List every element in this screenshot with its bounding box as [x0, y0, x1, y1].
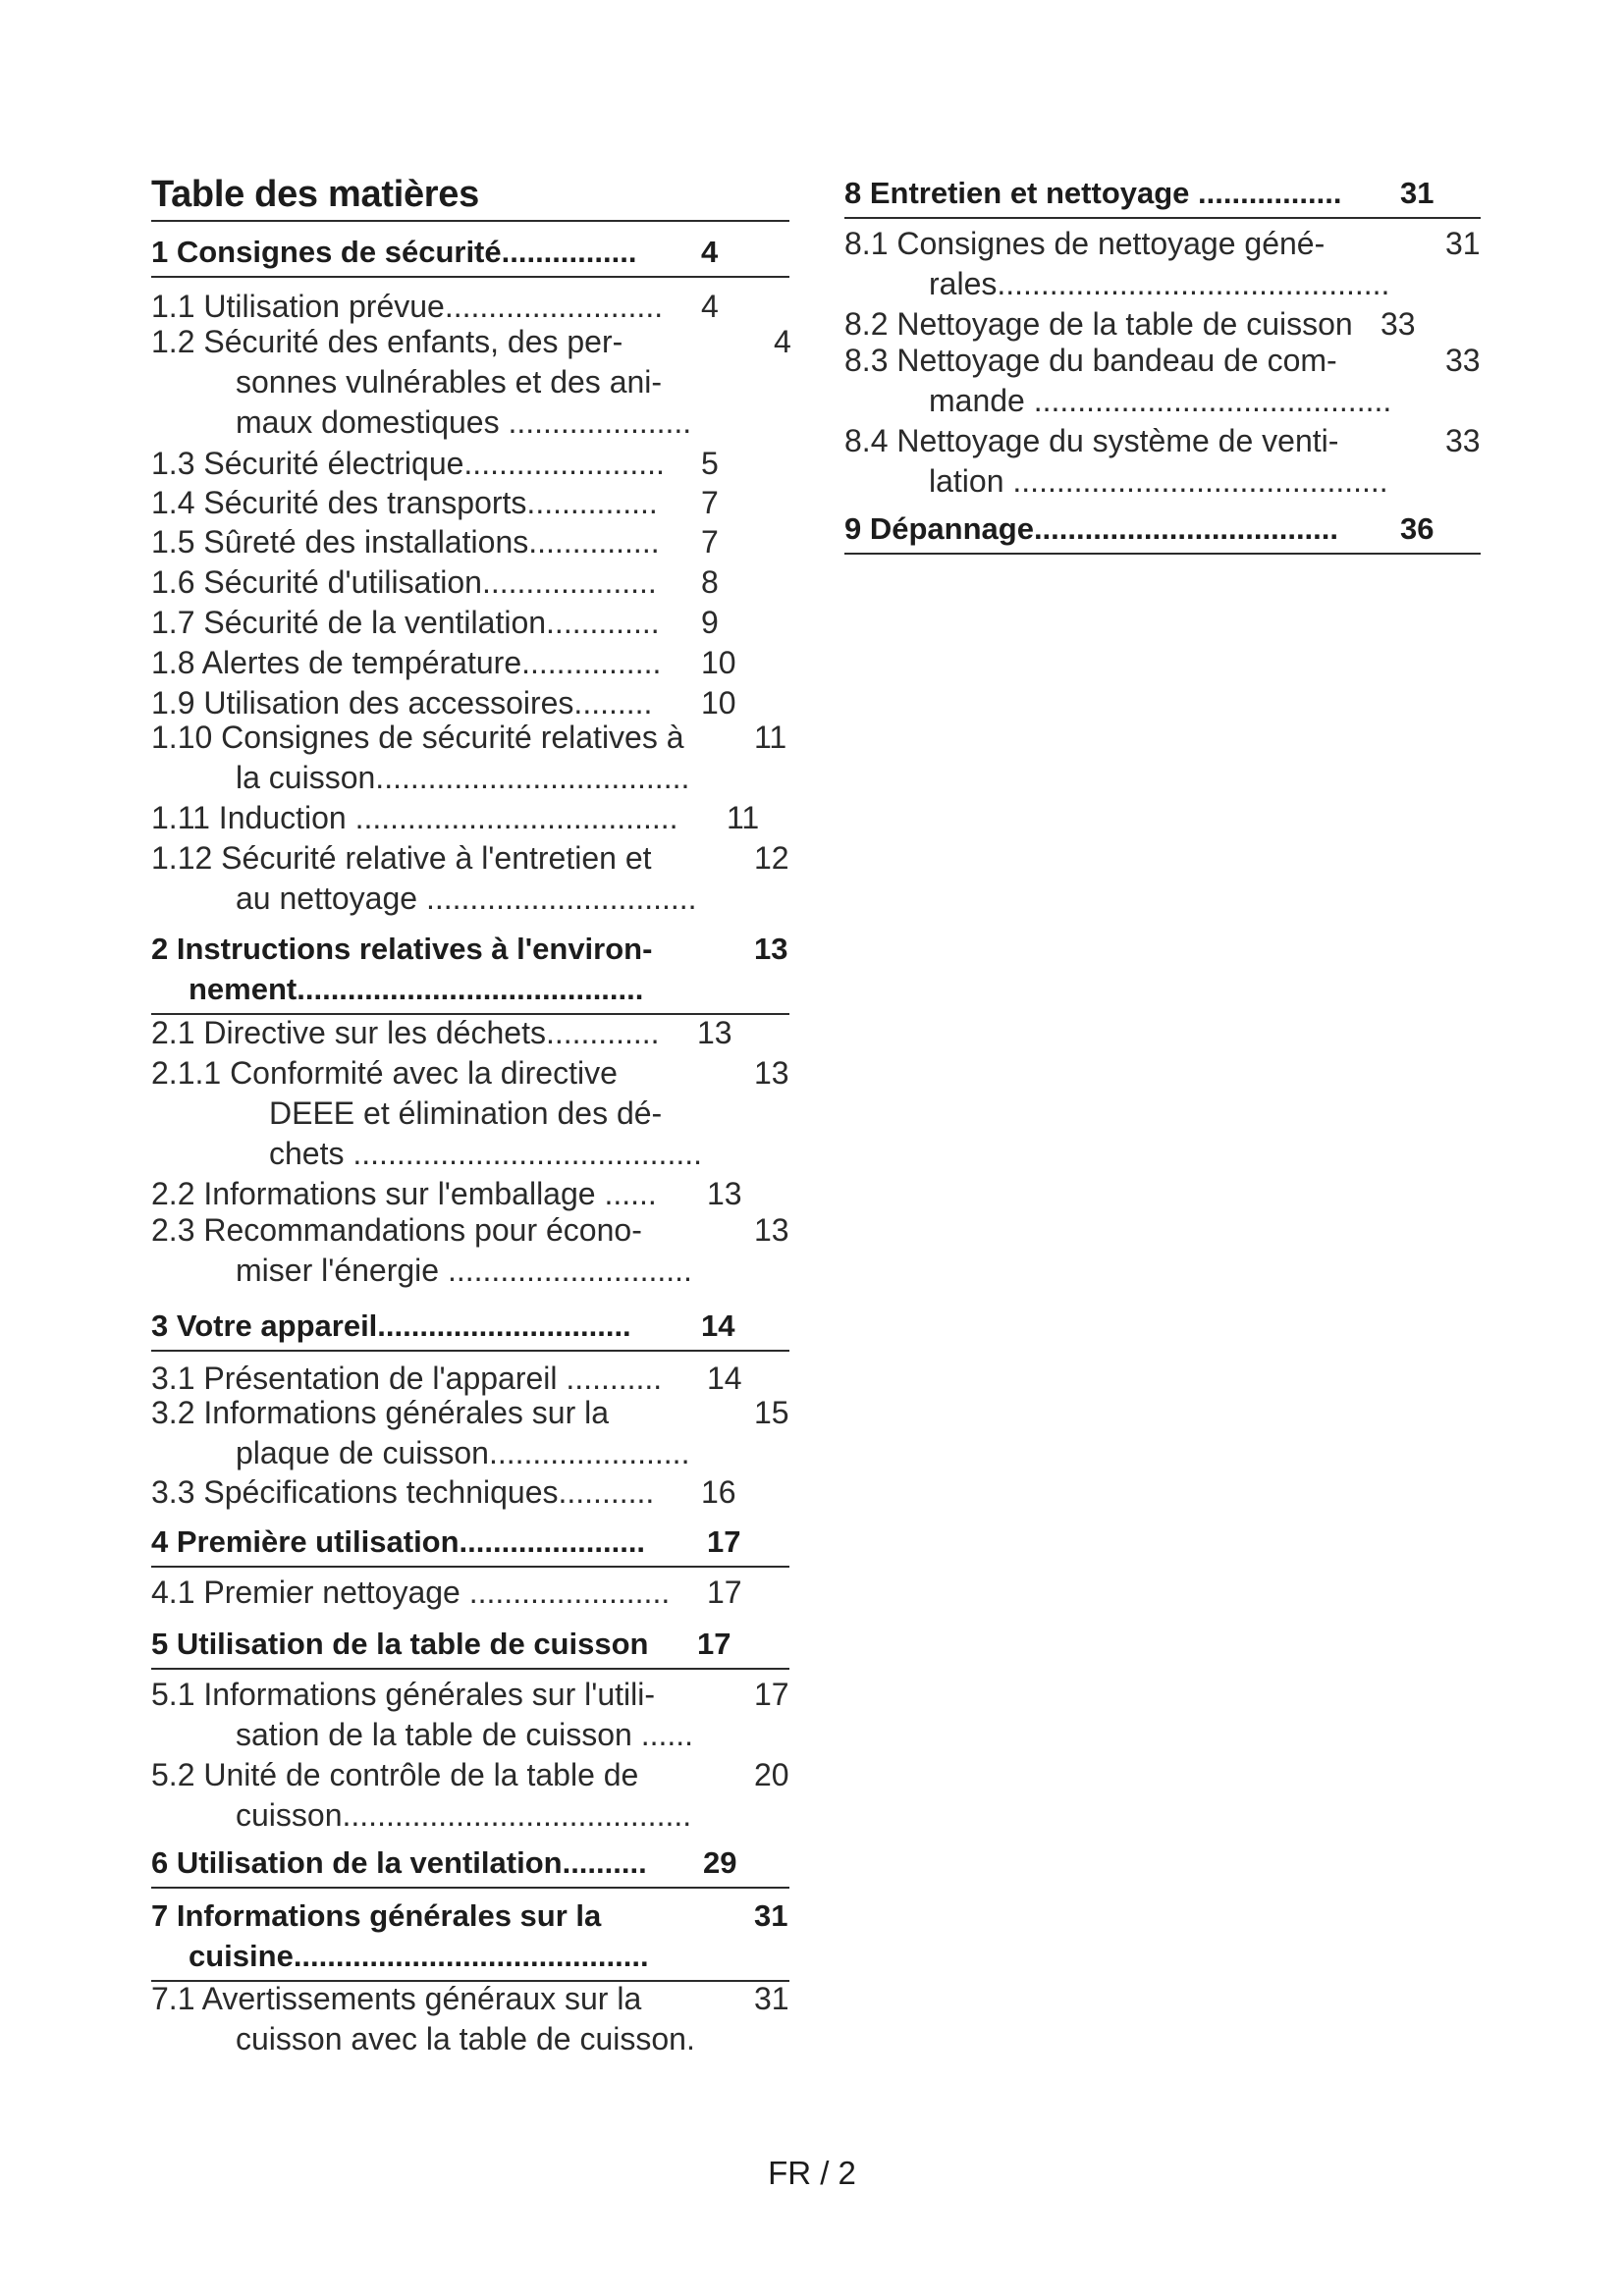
toc-page-number: 15 [754, 1395, 789, 1430]
toc-page-number: 20 [754, 1757, 789, 1792]
toc-page-number: 17 [754, 1677, 789, 1712]
toc-entry-s8-2[interactable] [844, 304, 1483, 345]
toc-entry-s1-2[interactable] [151, 322, 789, 443]
toc-entry-s2-1[interactable] [151, 1013, 789, 1053]
toc-page-number: 16 [701, 1474, 736, 1510]
page-title: Table des matières [151, 169, 789, 222]
toc-page-number: 17 [707, 1575, 742, 1610]
toc-entry-s1[interactable] [151, 232, 789, 278]
toc-entry-s3-3[interactable] [151, 1472, 789, 1513]
toc-entry-label: 5.1 Informations générales sur l'utili- [151, 1677, 656, 1712]
toc-entry-label-continued: la cuisson.................................... [236, 760, 690, 795]
toc-entry-s1-1[interactable] [151, 287, 789, 327]
toc-entry-label: 1.3 Sécurité électrique....................... [151, 446, 665, 481]
toc-entry-label: 1.10 Consignes de sécurité relatives à [151, 720, 684, 755]
toc-entry-label: 8 Entretien et nettoyage ................. [844, 176, 1342, 210]
toc-page-number: 31 [754, 1981, 789, 2016]
toc-entry-s7-1[interactable] [151, 1979, 789, 2059]
toc-entry-label: 1.5 Sûreté des installations............... [151, 524, 660, 560]
toc-entry-label-continued: miser l'énergie ............................ [236, 1253, 692, 1288]
toc-page-number: 4 [774, 324, 791, 359]
toc-entry-label: 8.1 Consignes de nettoyage géné- [844, 226, 1326, 261]
toc-page-number: 9 [701, 605, 719, 640]
toc-entry-s2-2[interactable] [151, 1174, 789, 1214]
toc-entry-s2[interactable] [151, 929, 789, 1015]
toc-entry-s5-1[interactable] [151, 1675, 789, 1755]
toc-entry-label: 1.9 Utilisation des accessoires......... [151, 685, 653, 721]
toc-entry-label: 5 Utilisation de la table de cuisson [151, 1627, 649, 1661]
toc-entry-label: 2.3 Recommandations pour écono- [151, 1212, 642, 1248]
toc-page-number: 31 [754, 1898, 788, 1933]
toc-entry-label-continued: cuisson avec la table de cuisson. [236, 2021, 695, 2056]
toc-entry-s1-6[interactable] [151, 562, 789, 603]
toc-entry-s7[interactable] [151, 1896, 789, 1982]
toc-entry-label: 3 Votre appareil.............................. [151, 1308, 631, 1343]
toc-page-number: 31 [1445, 226, 1481, 261]
toc-page-number: 31 [1400, 176, 1435, 210]
toc-page-number: 13 [754, 1055, 789, 1091]
toc-page-number: 13 [697, 1015, 732, 1050]
toc-entry-s8-3[interactable] [844, 341, 1483, 421]
toc-entry-label: 3.3 Spécifications techniques........... [151, 1474, 655, 1510]
toc-entry-s5-2[interactable] [151, 1755, 789, 1836]
toc-entry-s8-4[interactable] [844, 421, 1483, 502]
toc-page-number: 4 [701, 235, 719, 269]
toc-entry-s3[interactable] [151, 1306, 789, 1352]
toc-entry-label-continued: sonnes vulnérables et des ani- [236, 364, 663, 400]
toc-entry-label: 1.4 Sécurité des transports............... [151, 485, 658, 520]
toc-entry-label: 2.1.1 Conformité avec la directive [151, 1055, 618, 1091]
toc-entry-label: 2 Instructions relatives à l'environ- [151, 932, 653, 966]
toc-entry-s2-3[interactable] [151, 1210, 789, 1291]
page-footer: FR / 2 [768, 2155, 856, 2191]
toc-entry-label: 2.1 Directive sur les déchets............. [151, 1015, 660, 1050]
toc-entry-s6[interactable] [151, 1842, 789, 1889]
toc-entry-s5[interactable] [151, 1624, 789, 1670]
toc-entry-label-continued: rales............................................. [929, 266, 1390, 301]
toc-entry-label: 5.2 Unité de contrôle de la table de [151, 1757, 639, 1792]
toc-entry-label-continued: nement......................................... [189, 972, 644, 1006]
toc-entry-s1-5[interactable] [151, 522, 789, 562]
toc-page-number: 13 [707, 1176, 742, 1211]
toc-page-number: 13 [754, 932, 788, 966]
toc-entry-s1-3[interactable] [151, 444, 789, 484]
toc-entry-label: 8.3 Nettoyage du bandeau de com- [844, 343, 1337, 378]
toc-entry-label-continued: plaque de cuisson....................... [236, 1435, 690, 1470]
toc-entry-s4[interactable] [151, 1522, 789, 1568]
toc-entry-label: 6 Utilisation de la ventilation.......... [151, 1845, 647, 1880]
toc-entry-label-continued: cuisson........................................ [236, 1797, 692, 1833]
toc-entry-label: 3.2 Informations générales sur la [151, 1395, 610, 1430]
toc-entry-label: 1.7 Sécurité de la ventilation............. [151, 605, 660, 640]
toc-entry-s8[interactable] [844, 173, 1481, 219]
toc-entry-s1-4[interactable] [151, 483, 789, 523]
toc-entry-label: 1.6 Sécurité d'utilisation.................... [151, 564, 657, 600]
toc-page-number: 8 [701, 564, 719, 600]
toc-entry-label-continued: sation de la table de cuisson ...... [236, 1717, 694, 1752]
toc-entry-s1-11[interactable] [151, 798, 789, 838]
toc-entry-label: 4.1 Premier nettoyage ....................... [151, 1575, 671, 1610]
toc-entry-label: 1.2 Sécurité des enfants, des per- [151, 324, 623, 359]
toc-entry-label-continued: chets ........................................ [269, 1136, 702, 1171]
toc-page-number: 5 [701, 446, 719, 481]
toc-entry-label-continued: lation ........................................... [929, 463, 1388, 499]
toc-page-number: 11 [727, 800, 760, 835]
toc-entry-label: 2.2 Informations sur l'emballage ...... [151, 1176, 657, 1211]
toc-entry-label: 1.11 Induction ..................................... [151, 800, 678, 835]
toc-entry-s1-7[interactable] [151, 603, 789, 643]
toc-page-number: 13 [754, 1212, 789, 1248]
toc-page-number: 10 [701, 685, 736, 721]
toc-entry-label-continued: DEEE et élimination des dé- [269, 1095, 663, 1131]
toc-page-number: 7 [701, 485, 719, 520]
toc-entry-s1-8[interactable] [151, 643, 789, 683]
toc-entry-label: 1.12 Sécurité relative à l'entretien et [151, 840, 652, 876]
toc-page-number: 36 [1400, 511, 1435, 546]
toc-entry-label: 3.1 Présentation de l'appareil ........... [151, 1361, 663, 1396]
toc-entry-label-continued: au nettoyage ............................... [236, 881, 697, 916]
toc-page-number: 12 [754, 840, 789, 876]
toc-entry-label: 8.4 Nettoyage du système de venti- [844, 423, 1339, 458]
toc-entry-s3-2[interactable] [151, 1393, 789, 1473]
toc-entry-label: 1.8 Alertes de température................ [151, 645, 662, 680]
toc-entry-label: 7.1 Avertissements généraux sur la [151, 1981, 642, 2016]
toc-entry-label: 4 Première utilisation...................... [151, 1524, 646, 1559]
toc-entry-label-continued: maux domestiques ..................... [236, 404, 692, 440]
toc-page-number: 33 [1445, 343, 1481, 378]
toc-entry-label: 7 Informations générales sur la [151, 1898, 602, 1933]
toc-entry-label: 1.1 Utilisation prévue......................... [151, 289, 664, 324]
toc-entry-label-continued: mande ......................................... [929, 383, 1392, 418]
toc-entry-s9[interactable] [844, 508, 1481, 555]
toc-page-number: 33 [1380, 306, 1416, 342]
toc-entry-s1-10[interactable] [151, 718, 789, 798]
toc-entry-s4-1[interactable] [151, 1573, 789, 1613]
toc-page-number: 4 [701, 289, 719, 324]
toc-page-number: 11 [754, 720, 787, 755]
toc-page-number: 17 [697, 1627, 731, 1661]
toc-entry-s1-12[interactable] [151, 838, 789, 919]
toc-page-number: 14 [707, 1361, 742, 1396]
toc-entry-label: 8.2 Nettoyage de la table de cuisson [844, 306, 1353, 342]
toc-page-number: 14 [701, 1308, 735, 1343]
toc-entry-s2-1-1[interactable] [151, 1053, 789, 1174]
toc-page-number: 33 [1445, 423, 1481, 458]
toc-page-number: 17 [707, 1524, 741, 1559]
toc-entry-s8-1[interactable] [844, 224, 1483, 304]
toc-entry-label-continued: cuisine.......................................... [189, 1939, 649, 1973]
toc-entry-label: 1 Consignes de sécurité................ [151, 235, 637, 269]
toc-page-number: 10 [701, 645, 736, 680]
toc-entry-label: 9 Dépannage.................................... [844, 511, 1339, 546]
toc-page-number: 7 [701, 524, 719, 560]
toc-page-number: 29 [703, 1845, 737, 1880]
